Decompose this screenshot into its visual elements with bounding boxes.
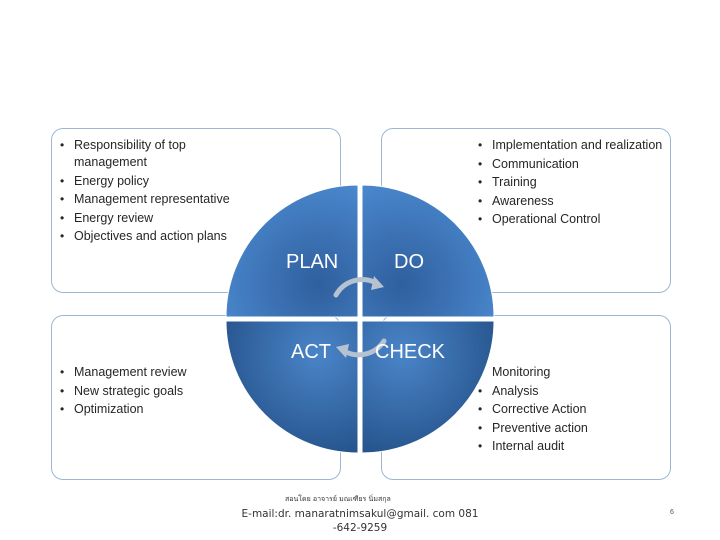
list-item: • Preventive action — [478, 420, 668, 437]
list-item: • Responsibility of top management — [60, 137, 260, 171]
list-item: • Objectives and action plans — [60, 228, 260, 245]
check-items-list — [478, 364, 668, 457]
list-item: • Training — [478, 174, 668, 191]
list-item: • Analysis — [478, 383, 668, 400]
list-item: • Monitoring — [478, 364, 668, 381]
author-credit: สอนโดย อาจารย์ มณเฑียร นิ่มสกุล — [285, 495, 391, 503]
pdca-circle — [224, 183, 496, 455]
contact-info — [240, 507, 480, 535]
list-item: • Operational Control — [478, 211, 668, 228]
act-label: ACT — [291, 341, 331, 363]
list-item: • Management review — [60, 364, 260, 381]
do-items-list — [478, 137, 668, 230]
do-label: DO — [394, 251, 424, 273]
list-item: • Corrective Action — [478, 401, 668, 418]
list-item: • Optimization — [60, 401, 260, 418]
page-number: 6 — [670, 509, 674, 516]
list-item: • Energy review — [60, 210, 260, 227]
email-line: E-mail:dr. manaratnimsakul@gmail. com 081 — [241, 508, 479, 520]
list-item: • Awareness — [478, 193, 668, 210]
phone-line: -642-9259 — [332, 522, 388, 534]
list-item: • Internal audit — [478, 438, 668, 455]
list-item: • New strategic goals — [60, 383, 260, 400]
plan-label: PLAN — [286, 251, 339, 273]
list-item: • Management representative — [60, 191, 260, 208]
list-item: • Implementation and realization — [478, 137, 668, 154]
check-label: CHECK — [375, 341, 446, 363]
list-item: • Communication — [478, 156, 668, 173]
do-quadrant — [362, 185, 494, 317]
list-item: • Energy policy — [60, 173, 260, 190]
